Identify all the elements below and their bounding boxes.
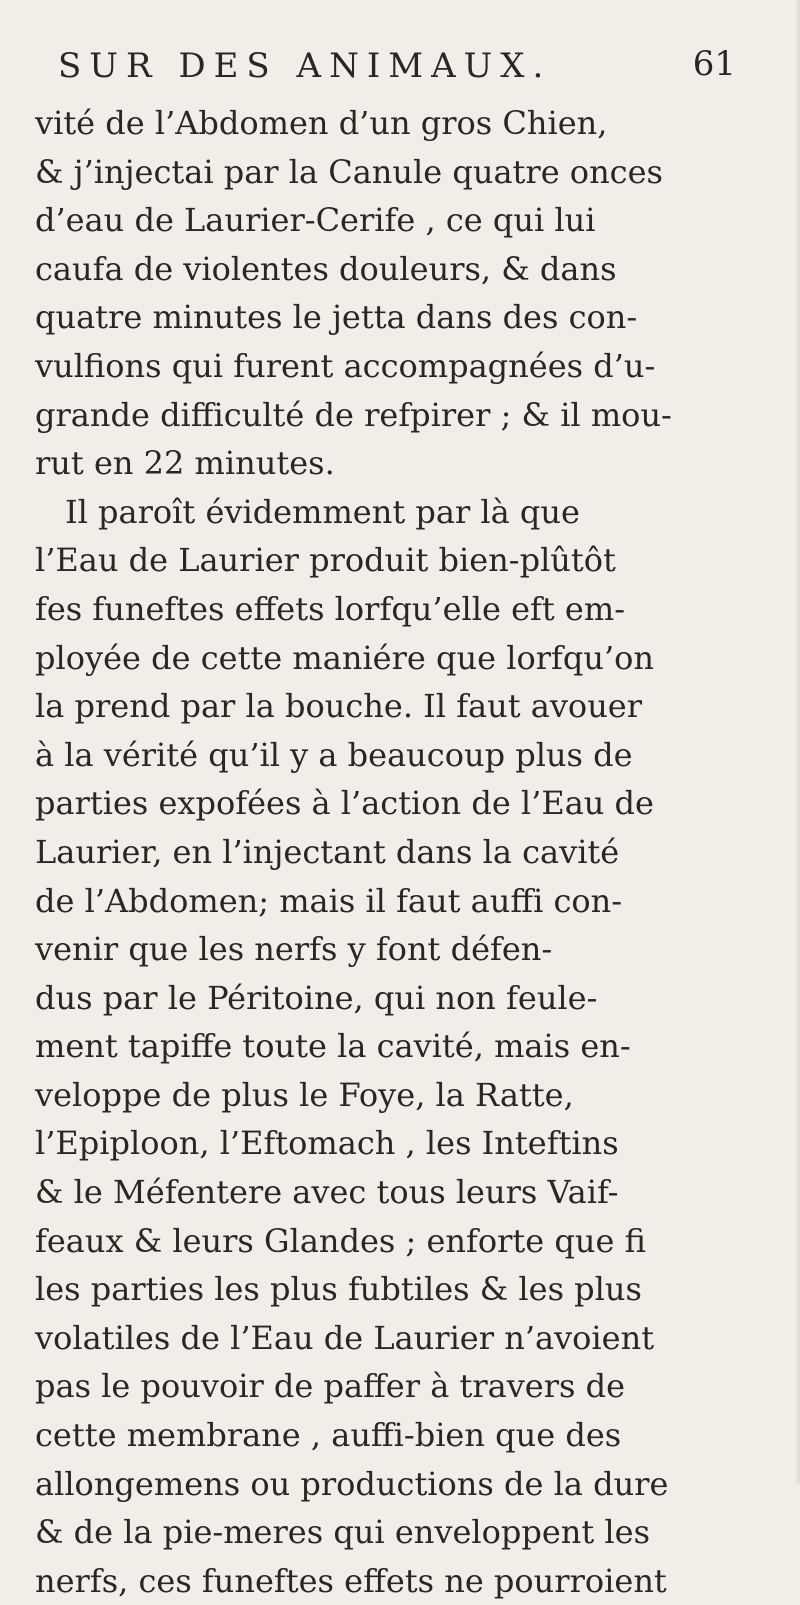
text-line: pas le pouvoir de paffer à travers de — [35, 1367, 626, 1406]
text-line: caufa de violentes douleurs, & dans — [35, 249, 617, 288]
page-number: 61 — [692, 44, 736, 84]
text-line: veloppe de plus le Foye, la Ratte, — [35, 1075, 574, 1114]
text-line: cette membrane , auffi-bien que des — [35, 1416, 622, 1455]
text-line: grande difficulté de refpirer ; & il mou- — [35, 395, 672, 434]
page-header — [58, 40, 758, 96]
text-line: rut en 22 minutes. — [35, 444, 335, 483]
text-line: les parties les plus fubtiles & les plus — [35, 1270, 642, 1309]
text-line: & de la pie-meres qui enveloppent les — [35, 1513, 651, 1552]
text-line: la prend par la bouche. Il faut avouer — [35, 687, 643, 726]
text-line: quatre minutes le jetta dans des con- — [35, 298, 638, 337]
text-line: nerfs, ces funeftes effets ne pourroient — [35, 1561, 667, 1600]
text-line: & le Méfentere avec tous leurs Vaif- — [35, 1173, 619, 1212]
text-line: Laurier, en l’injectant dans la cavité — [35, 832, 620, 871]
text-line: & j’injectai par la Canule quatre onces — [35, 152, 663, 191]
text-line: dus par le Péritoine, qui non feule- — [35, 978, 598, 1017]
running-title: SUR DES ANIMAUX. — [58, 46, 552, 86]
text-line: l’Epiploon, l’Eftomach , les Inteftins — [35, 1124, 619, 1163]
text-line: parties expofées à l’action de l’Eau de — [35, 784, 654, 823]
text-line: de l’Abdomen; mais il faut auffi con- — [35, 881, 623, 920]
paragraph-start-line: Il paroît évidemment par là que — [65, 492, 580, 531]
text-line: l’Eau de Laurier produit bien-plûtôt — [35, 541, 616, 580]
text-line: d’eau de Laurier-Cerife , ce qui lui — [35, 201, 596, 240]
text-line: à la vérité qu’il y a beaucoup plus de — [35, 735, 633, 774]
text-line: feaux & leurs Glandes ; enforte que fi — [35, 1221, 646, 1260]
text-line: ment tapiffe toute la cavité, mais en- — [35, 1027, 631, 1066]
text-line: allongemens ou productions de la dure — [35, 1464, 669, 1503]
text-line: ployée de cette maniére que lorfqu’on — [35, 638, 654, 677]
text-line: vulfions qui furent accompagnées d’u- — [35, 346, 656, 385]
text-line: fes funeftes effets lorfqu’elle eft em- — [35, 589, 625, 628]
body-text — [35, 99, 765, 1605]
text-line: venir que les nerfs y font défen- — [35, 930, 553, 969]
text-line: vité de l’Abdomen d’un gros Chien, — [35, 104, 608, 142]
page-edge — [794, 0, 800, 1484]
text-line: volatiles de l’Eau de Laurier n’avoient — [35, 1318, 655, 1357]
